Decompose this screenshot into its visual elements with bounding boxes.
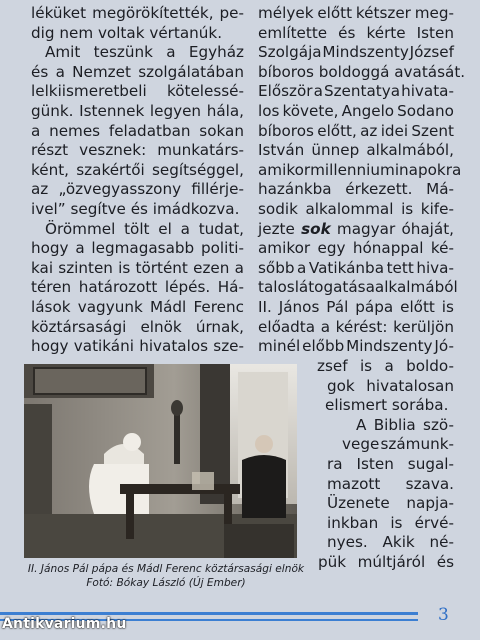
- text-line: lások vagyunk Mádl Ferenc: [31, 297, 244, 316]
- text-line: kai szinten is történt ezen a: [31, 258, 244, 277]
- text-line: talos látogatása alkalmából: [258, 278, 458, 297]
- photo-caption-line-2: Fotó: Bókay László (Új Ember): [86, 576, 246, 589]
- text-line: lelkiismeretbeli kötelessé-: [31, 82, 244, 101]
- right-column: [258, 4, 466, 357]
- text-line: Először a Szentatya hivata-: [258, 82, 454, 101]
- text-line: bíboros előtt, az idei Szent: [258, 121, 454, 140]
- text-line: nyes. Akik né-: [327, 533, 454, 552]
- text-line: ként, szakértői segítséggel,: [31, 160, 244, 179]
- page-number: 3: [438, 605, 449, 625]
- text-line: sőbb a Vatikánba tett hiva-: [258, 258, 454, 277]
- photo-illustration: [24, 364, 297, 558]
- text-line: gok hivatalosan: [327, 376, 454, 395]
- text-line: köztársasági elnök úrnak,: [31, 317, 244, 336]
- text-line: bíboros boldoggá avatását.: [258, 62, 466, 81]
- text-line: Amit teszünk a Egyház: [45, 43, 244, 62]
- text-line: dig nem voltak vértanúk.: [31, 23, 223, 42]
- photo-caption-line-1: II. János Pál pápa és Mádl Ferenc köztársasági elnök: [27, 563, 305, 575]
- watermark: Antikvarium.hu: [2, 616, 127, 632]
- text-line: hazánkba érkezett. Má-: [258, 180, 454, 199]
- text-line: mélyek előtt kétszer meg-: [258, 4, 454, 22]
- text-line: ra Isten sugal-: [327, 455, 454, 473]
- text-line: amikor egy hónappal ké-: [258, 239, 454, 258]
- text-line: zsef is a boldo-: [317, 357, 454, 375]
- text-line: Örömmel tölt el a tudat,: [45, 219, 244, 238]
- text-line: minél előbb Mindszenty Jó-: [258, 337, 454, 356]
- text-line: II. János Pál pápa előtt is: [258, 297, 454, 316]
- text-line: vege számunk-: [342, 435, 454, 454]
- text-line: ivel” segítve és imádkozva.: [31, 199, 240, 218]
- text-line: részt vesznek: munkatárs-: [31, 141, 244, 160]
- text-line: günk. Istennek legyen hála,: [31, 101, 244, 120]
- left-column: [31, 4, 244, 357]
- text-line: jezte sok magyar óhaját,: [258, 219, 454, 238]
- text-line: az „özvegyasszony fillérje-: [31, 180, 244, 199]
- text-line: téren határozott lépés. Há-: [31, 278, 244, 297]
- footer-rule-thick: [0, 612, 418, 615]
- text-line: mazott szava.: [327, 474, 454, 493]
- text-line: elismert sorába.: [325, 396, 449, 415]
- text-line: pük múltjáról és: [318, 553, 454, 571]
- text-line: a nemes feladatban sokan: [31, 121, 244, 140]
- text-line: amikor millenniumi napokra: [258, 160, 462, 179]
- text-line: sodik alkalommal is kife-: [258, 199, 454, 218]
- text-line: Üzenete napja-: [327, 494, 454, 513]
- text-line: hogy vatikáni hivatalos sze-: [31, 337, 244, 356]
- text-line: Szolgája Mindszenty József: [258, 43, 454, 62]
- text-line: A Biblia szö-: [356, 415, 454, 434]
- text-line: és a Nemzet szolgálatában: [31, 62, 244, 81]
- text-line: léküket megörökítették, pe-: [31, 4, 244, 22]
- text-line: említette és kérte Isten: [258, 23, 454, 42]
- text-line: inkban is érvé-: [327, 513, 454, 532]
- photo-pope-and-president: [24, 364, 297, 558]
- text-line: István ünnep alkalmából,: [258, 141, 454, 160]
- text-line: hogy a legmagasabb politi-: [31, 239, 244, 258]
- photo-caption: [24, 563, 308, 590]
- text-line: los követe, Angelo Sodano: [258, 101, 454, 120]
- text-line: előadta a kérést: kerüljön: [258, 317, 454, 336]
